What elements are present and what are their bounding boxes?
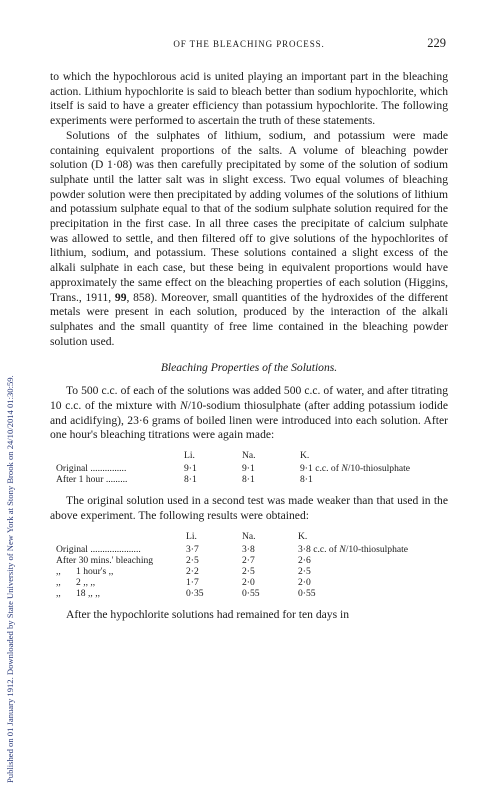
header-k: K.: [298, 530, 308, 542]
table-row: [56, 555, 408, 566]
header-blank: [56, 450, 184, 463]
value-na: 3·8: [242, 543, 255, 555]
unit-normality: N: [339, 543, 346, 555]
value-k-with-unit: [300, 463, 410, 474]
value-k: 8·1: [300, 474, 313, 486]
row-label: After 30 mins.' bleaching: [56, 554, 154, 566]
value-li: 2·5: [186, 554, 199, 566]
paragraph-2-part-b: , 858). Moreover, small quantities of the hydroxides of the different metals were present in each solution, produced by the interaction of the alkali sulphates and the small quantity of free lime contained in the bleaching powder solution used.: [50, 290, 448, 348]
row-label-ditto: [56, 588, 186, 599]
paragraph-2: [50, 129, 448, 350]
paragraph-5: After the hypochlorite solutions had remained for ten days in: [66, 607, 350, 621]
value-na: 0·55: [242, 587, 260, 599]
value-k: 2·0: [298, 576, 311, 588]
value-li: 1·7: [186, 576, 199, 588]
table-row: [56, 544, 408, 555]
unit-suffix: /10-thiosulphate: [347, 463, 411, 475]
table-row: [56, 577, 408, 588]
table-row: [56, 566, 408, 577]
header-li: Li.: [186, 530, 197, 542]
value-k-with-unit: [298, 544, 408, 555]
table-row: [56, 588, 408, 599]
normality-symbol: N: [179, 399, 188, 413]
value-na: 2·5: [242, 565, 255, 577]
row-label: 2 ,,: [76, 576, 88, 588]
value-na: 9·1: [242, 463, 255, 475]
header-na: Na.: [242, 530, 256, 542]
value-k: 3·8: [298, 543, 311, 555]
ditto-mark: ,,: [95, 587, 100, 599]
paragraph-1: to which the hypochlorous acid is united playing an important part in the bleaching action. Lithium hypochlorite is said to bleach better than sodium hypochlorite, which itself is said to have a greater efficiency than potassium hypochlorite. The following experiments were performed to ascertain the truth of these statements.: [50, 70, 448, 128]
value-li: 2·2: [186, 565, 199, 577]
row-label-ditto: [56, 577, 186, 588]
titration-table-1: [56, 450, 410, 485]
table-row: [56, 463, 410, 474]
value-k: 9·1: [300, 463, 313, 475]
value-li: 8·1: [184, 474, 197, 486]
paragraph-3-part-b: /10-sodium thiosulphate (after adding potassium iodide and acidifying), 23·6 grams of boiled linen were introduced into each solution. After one hour's bleaching titrations were again made:: [50, 399, 448, 442]
ditto-mark: ,,: [56, 576, 61, 588]
unit-prefix: c.c. of: [315, 463, 342, 475]
value-na: 8·1: [242, 474, 255, 486]
section-heading: Bleaching Properties of the Solutions.: [160, 361, 338, 375]
volume-number: 99: [114, 290, 127, 304]
row-label: After 1 hour .........: [56, 474, 128, 486]
table-row: [56, 474, 410, 485]
row-label-ditto: [56, 566, 186, 577]
header-na: Na.: [242, 450, 256, 462]
unit-normality: N: [341, 463, 348, 475]
row-label: 1 hour's: [76, 565, 107, 577]
header-li: Li.: [184, 450, 195, 462]
ditto-mark: ,,: [90, 576, 96, 588]
running-title: OF THE BLEACHING PROCESS.: [173, 39, 325, 49]
value-k: 2·6: [298, 554, 311, 566]
titration-table-2: [56, 531, 408, 599]
header-blank: [56, 531, 186, 544]
value-k: 0·55: [298, 587, 316, 599]
unit-suffix: /10-thiosulphate: [345, 543, 409, 555]
row-label: 18 ,,: [76, 587, 93, 599]
paragraph-4: The original solution used in a second test was made weaker than that used in the above experiment. The following results were obtained:: [50, 494, 448, 522]
value-li: 9·1: [184, 463, 197, 475]
page-number: 229: [427, 36, 446, 50]
download-stamp-text: Published on 01 January 1912. Downloaded by State University of New York at Stony Brook on 24/10/2014 01:30:59.: [5, 375, 15, 783]
row-label: Original .....................: [56, 543, 141, 555]
table-header-row: [56, 531, 408, 544]
value-na: 2·7: [242, 554, 255, 566]
value-k: 2·5: [298, 565, 311, 577]
paragraph-2-part-a: Solutions of the sulphates of lithium, sodium, and potassium were made containing equivalent proportions of the salts. A volume of bleaching powder solution (D 1·08) was then carefully precipitated by some of the solution of sodium sulphate until the latter salt was in slight excess. Two equal volumes of bleaching powder solution were then precipitated by adding volumes of the solutions of lithium and potassium sulphate equal to that of the sodium sulphate solution required for the precipitation in the first case. In all three cases the precipitate of calcium sulphate was allowed to settle, and then filtered off to give solutions of the hypochlorites of lithium, sodium, and potassium. These solutions contained a slight excess of the alkali sulphate in each case, but these being in equivalent proportions would have approximately the same effect on the bleaching properties of each solution (Higgins, Trans., 1911,: [50, 128, 448, 304]
ditto-mark: ,,: [108, 565, 114, 577]
ditto-mark: ,,: [56, 565, 61, 577]
value-li: 0·35: [186, 587, 204, 599]
value-na: 2·0: [242, 576, 255, 588]
paragraph-3-part-a: To 500 c.c. of each of the solutions was added 500 c.c. of water, and after titrating 10 c.c. of the mixture with: [50, 384, 448, 413]
page-content: [50, 36, 448, 622]
ditto-mark: ,,: [56, 587, 61, 599]
row-label: Original ...............: [56, 463, 127, 475]
download-stamp: [2, 2, 18, 787]
table-header-row: [56, 450, 410, 463]
unit-prefix: c.c. of: [313, 543, 340, 555]
paragraph-3: [50, 384, 448, 443]
value-li: 3·7: [186, 543, 199, 555]
running-header: [50, 36, 448, 52]
header-k: K.: [300, 450, 310, 462]
